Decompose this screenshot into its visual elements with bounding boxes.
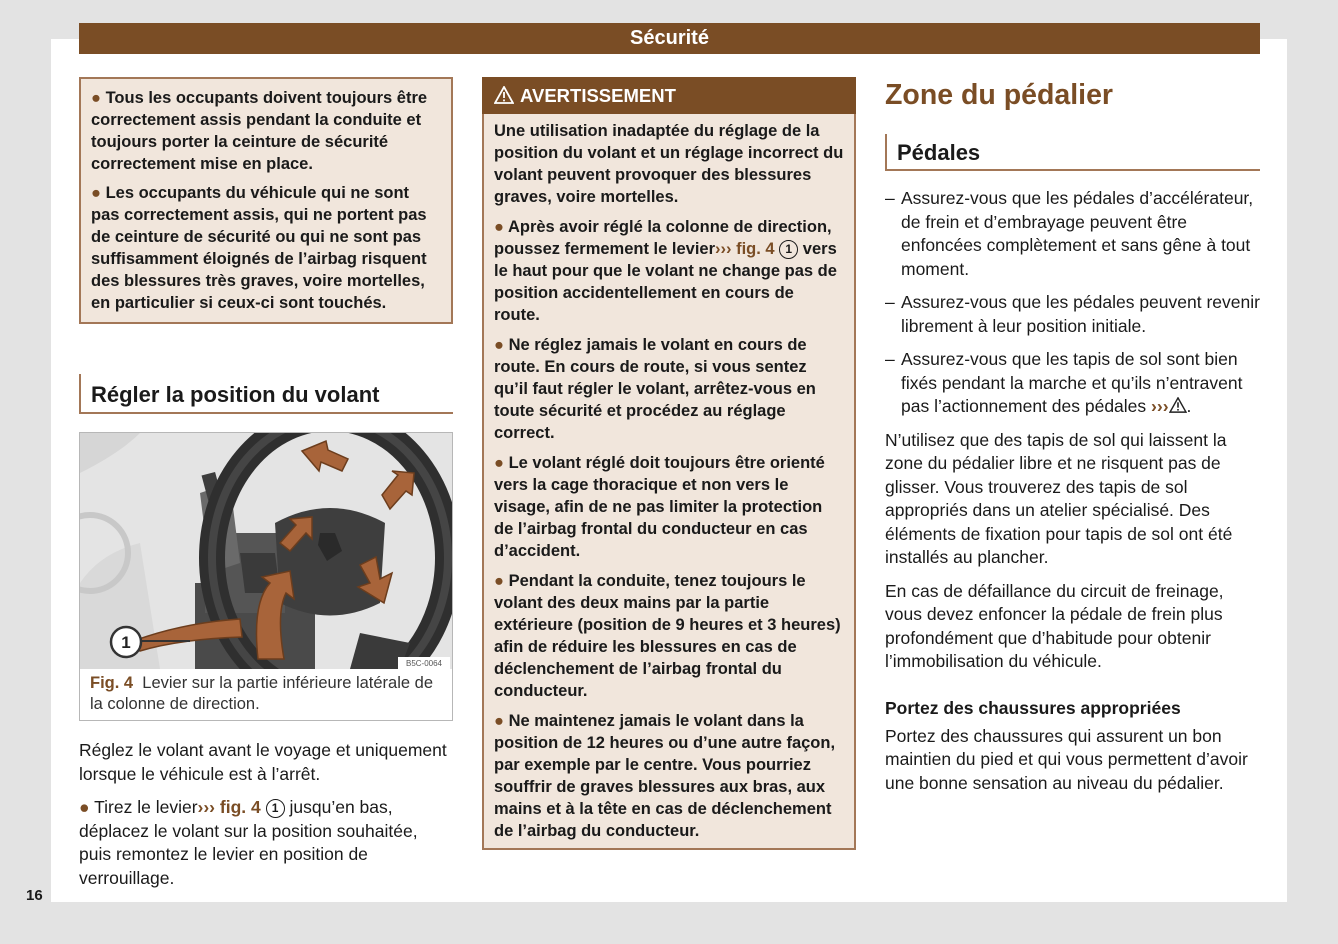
subheading: Portez des chaussures appropriées — [885, 697, 1181, 718]
steering-wheel-illustration — [80, 433, 452, 669]
warning-item: ● Pendant la conduite, tenez toujours le volant des deux mains par la partie extérieure (position de 9 heures et 3 heures) afin de réduire les blessures en cas de déclenchement de l’airbag frontal du conducteur. — [494, 572, 841, 700]
column-right — [885, 77, 1260, 805]
warning-item: ● Ne réglez jamais le volant en cours de route. En cours de route, si vous sentez qu’il faut régler le volant, arrêtez-vous en toute sécurité et procédez au réglage correct. — [494, 336, 816, 442]
list-item: – Assurez-vous que les pédales d’accélérateur, de frein et d’embrayage peuvent être enfoncées complètement et sans gêne à tout moment. — [885, 187, 1260, 281]
page-title: Zone du pédalier — [885, 79, 1114, 111]
bullet-icon: ● — [91, 89, 106, 107]
list-item: – Assurez-vous que les pédales peuvent revenir librement à leur position initiale. — [885, 291, 1260, 338]
cross-ref-arrows: ››› — [715, 240, 732, 258]
cross-ref-arrows: ››› — [197, 797, 216, 817]
figure-code: B5C-0064 — [405, 659, 443, 668]
figure-caption: Fig. 4 Levier sur la partie inférieure latérale de la colonne de direction. — [90, 674, 434, 713]
instruction-list — [885, 187, 1260, 419]
page-number: 16 — [26, 887, 43, 904]
warning-triangle-icon — [494, 86, 514, 104]
bullet-icon: ● — [494, 336, 509, 354]
warning-intro: Une utilisation inadaptée du réglage de la position du volant et un réglage incorrect du volant peuvent provoquer des blessures graves, voire mortelles. — [494, 122, 844, 206]
bullet-icon: ● — [79, 797, 95, 817]
intro-paragraph: Réglez le volant avant le voyage et uniquement lorsque le véhicule est à l’arrêt. — [79, 740, 447, 784]
body-paragraph: N’utilisez que des tapis de sol qui laissent la zone du pédalier libre et ne risquent pas de glisser. Vous trouverez des tapis de sol appropriés dans un atelier spécialisé. Des éléments de fixation pour tapis de sol ont été installés au plancher. — [885, 429, 1233, 567]
warning-header — [482, 77, 856, 114]
figure-4 — [79, 432, 453, 721]
warning-item: ● Le volant réglé doit toujours être orienté vers la cage thoracique et non vers le visage, afin de ne pas limiter la protection de l’airbag frontal du conducteur en cas d’accident. — [494, 454, 825, 560]
warning-box — [482, 114, 856, 850]
callout-number: 1 — [779, 240, 798, 259]
column-middle — [482, 77, 856, 850]
warning-item: ● Les occupants du véhicule qui ne sont pas correctement assis, qui ne portent pas de ceinture de sécurité ou qui ne sont pas suffisamment éloignés de l’airbag risquent des blessures très graves, voire mortelles, en particulier si ceux-ci sont touchés. — [91, 184, 427, 312]
section-heading: Pédales — [885, 134, 1260, 171]
warning-title: AVERTISSEMENT — [520, 85, 676, 106]
warning-continuation-box — [79, 77, 453, 324]
figure-link[interactable]: fig. 4 — [219, 797, 261, 817]
column-left — [79, 77, 453, 900]
cross-ref-arrows: ››› — [1151, 396, 1169, 416]
callout-number: 1 — [266, 799, 285, 818]
bullet-icon: ● — [494, 572, 509, 590]
list-item: – Assurez-vous que les tapis de sol sont bien fixés pendant la marche et qu’ils n’entravent pas l’actionnement des pédales ››› . — [885, 348, 1260, 419]
bullet-icon: ● — [494, 218, 508, 236]
figure-link[interactable]: fig. 4 — [736, 240, 775, 258]
warning-item: ● Ne maintenez jamais le volant dans la position de 12 heures ou d’une autre façon, par exemple par le centre. Vous pourriez souffrir de graves blessures aux bras, aux mains et à la tête en cas de déclenchement de l’airbag du conducteur. — [494, 712, 836, 840]
section-header: Sécurité — [79, 23, 1260, 54]
figure-callout-1: 1 — [121, 633, 131, 652]
section-heading: Régler la position du volant — [79, 374, 453, 414]
figure-label: Fig. 4 — [90, 674, 134, 692]
warning-item: ● Tous les occupants doivent toujours être correctement assis pendant la conduite et toujours porter la ceinture de sécurité correctement mise en place. — [91, 89, 428, 173]
warning-triangle-icon[interactable] — [1169, 397, 1187, 413]
bullet-icon: ● — [494, 712, 509, 730]
body-paragraph: En cas de défaillance du circuit de freinage, vous devez enfoncer la pédale de frein plus profondément que d’habitude pour obtenir l’immobilisation du véhicule. — [885, 580, 1224, 671]
step-paragraph: ● Tirez le levier››› fig. 4 1 jusqu’en bas, déplacez le volant sur la position souhaitée, puis remontez le levier en position de verrouillage. — [79, 797, 418, 888]
body-paragraph: Portez des chaussures qui assurent un bon maintien du pied et qui vous permettent d’avoir une bonne sensation au niveau du pédalier. — [885, 725, 1248, 793]
bullet-icon: ● — [494, 454, 509, 472]
warning-item: ● Après avoir réglé la colonne de direction, poussez fermement le levier››› fig. 4 1 vers le haut pour que le volant ne change pas de position accidentellement en cours de route. — [494, 218, 837, 324]
bullet-icon: ● — [91, 184, 106, 202]
